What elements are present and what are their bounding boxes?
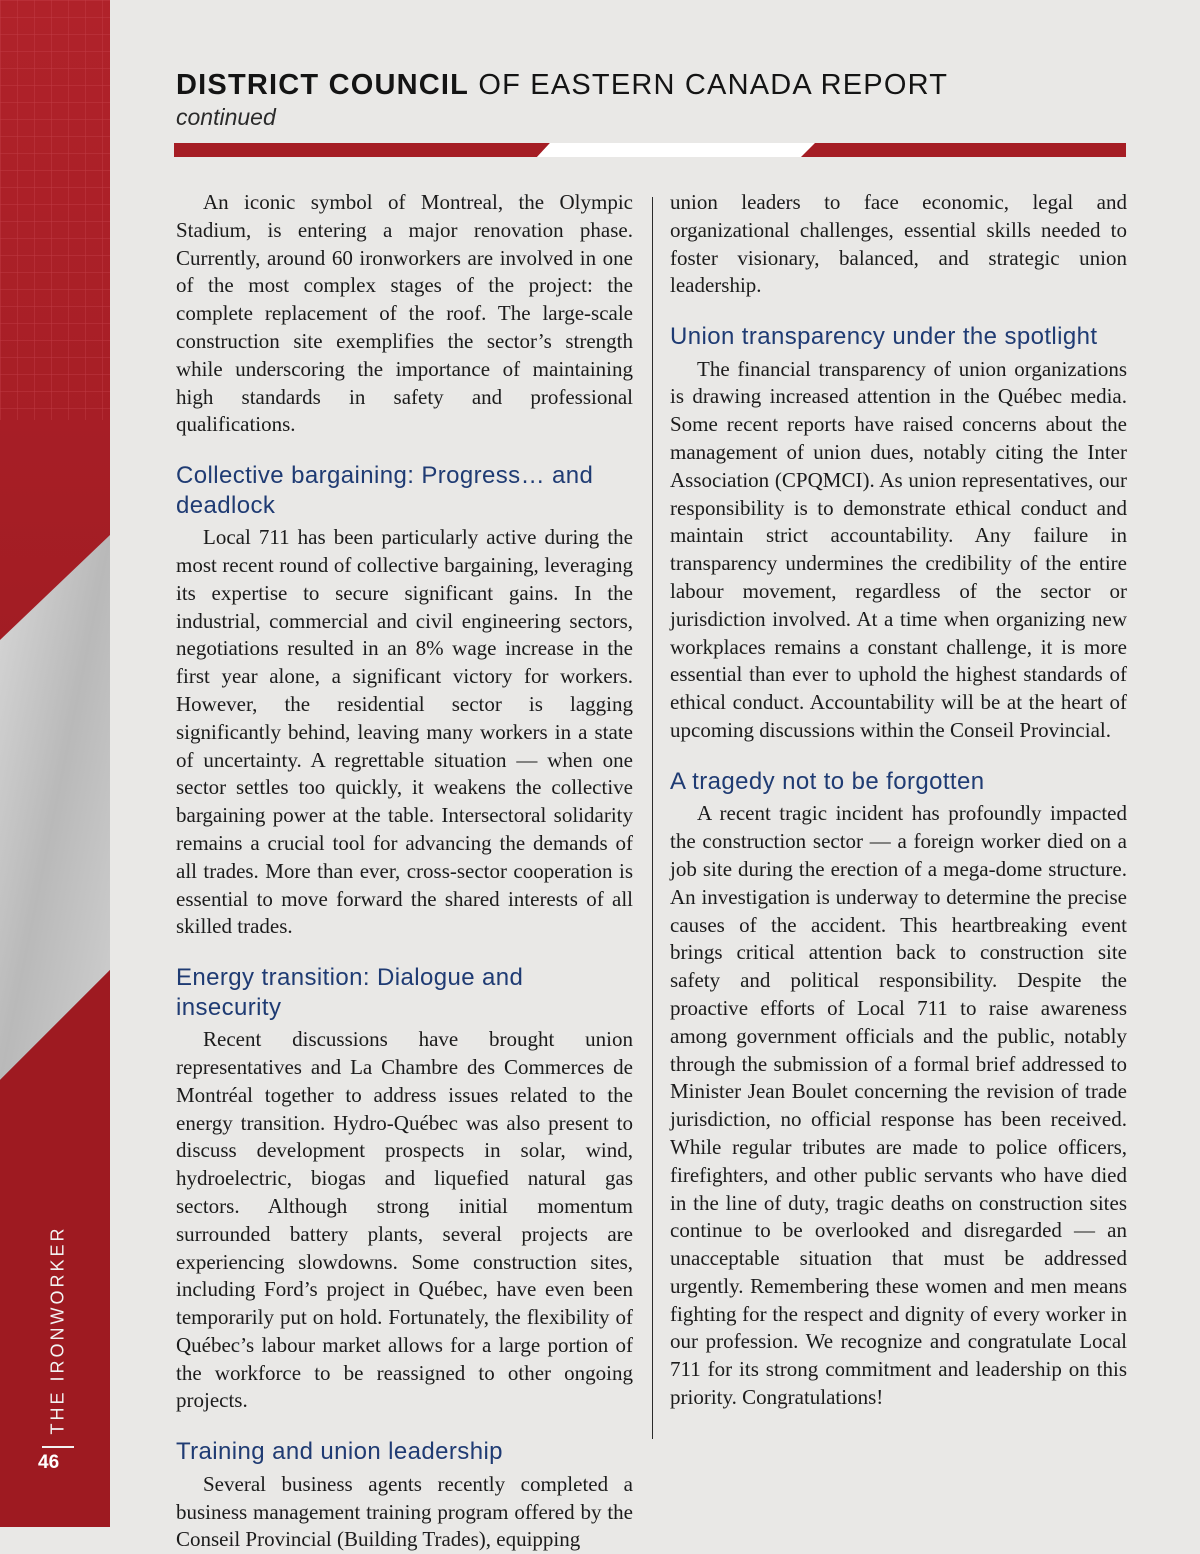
page-number-rule — [42, 1446, 74, 1448]
section-body-energy-transition: Recent discussions have brought union representatives and La Chambre des Commerces de Montréal together to address issues related to the energy transition. Hydro-Québec was also present to discuss development prospects in solar, wind, hydroelectric, biogas and liquefied natural gas sectors. Although strong initial momentum surrounded battery plants, several projects are experiencing slowdowns. Some construction sites, including Ford’s project in Québec, have even been temporarily put on hold. Fortunately, the flexibility of Québec’s labour market allows for a large portion of the workforce to be reassigned to other ongoing projects. — [176, 1027, 633, 1413]
page-subtitle: continued — [176, 104, 276, 130]
intro-paragraph: An iconic symbol of Montreal, the Olympic Stadium, is entering a major renovation phase. Currently, around 60 ironworkers are involved in one of the most complex stages of the project: the complete replacement of the roof. The large-scale construction site exemplifies the sector’s strength while underscoring the importance of maintaining high standards in safety and professional qualifications. — [176, 190, 633, 437]
section-heading-energy-transition: Energy transition: Dialogue and insecurity — [176, 964, 524, 1021]
section-body-training-part1: Several business agents recently completed a business management training program offered by the Conseil Provincial (Building Trades), equipping — [176, 1471, 633, 1552]
sidebar-grid-pattern — [0, 0, 110, 420]
article-column-right — [670, 189, 1127, 1412]
section-body-union-transparency: The financial transparency of union organizations is drawing increased attention in the Québec media. Some recent reports have raised concerns about the management of union dues, notably citing the Inter Association (CPQMCI). As union representatives, our responsibility is to demonstrate ethical conduct and maintain strict accountability. Any failure in transparency undermines the credibility of the entire labour movement, regardless of the sector or jurisdiction involved. At a time when organizing new workplaces remains a constant challenge, it is more essential than ever to uphold the highest standards of ethical conduct. Accountability will be at the heart of upcoming discussions within the Conseil Provincial. — [670, 356, 1127, 743]
section-heading-training: Training and union leadership — [176, 1438, 503, 1466]
header-bar-white-middle — [537, 143, 815, 157]
header-bar-red-right — [801, 143, 1126, 157]
page-header — [176, 66, 1126, 131]
title-bold-part: DISTRICT COUNCIL — [176, 69, 470, 101]
publication-name: THE IRONWORKER — [47, 1225, 68, 1435]
section-heading-collective-bargaining: Collective bargaining: Progress… and deadlock — [176, 462, 594, 519]
article-column-left — [176, 189, 633, 1554]
page-number: 46 — [38, 1452, 60, 1473]
page-title — [176, 66, 1126, 104]
sidebar-decoration — [0, 0, 110, 1527]
header-decorative-bar — [174, 141, 1126, 158]
section-heading-tragedy: A tragedy not to be forgotten — [670, 767, 985, 795]
section-body-collective-bargaining: Local 711 has been particularly active during the most recent round of collective bargaining, leveraging its expertise to secure significant gains. In the industrial, commercial and civil engineering sectors, negotiations resulted in an 8% wage increase in the first year alone, a significant victory for workers. However, the residential sector is lagging significantly behind, leaving many workers in a state of uncertainty. A regrettable situation — when one sector settles too quickly, it weakens the collective bargaining power at the table. Intersectoral solidarity remains a crucial tool for advancing the demands of all trades. More than ever, cross-sector cooperation is essential to move forward the shared interests of all skilled trades. — [176, 525, 633, 939]
section-body-training-part2: union leaders to face economic, legal and organizational challenges, essential skills needed to foster visionary, balanced, and strategic union leadership. — [670, 190, 1127, 298]
header-bar-red-left — [174, 143, 550, 157]
title-regular-part: OF EASTERN CANADA REPORT — [478, 69, 949, 101]
section-body-tragedy: A recent tragic incident has profoundly impacted the construction sector — a foreign worker died on a job site during the erection of a mega-dome structure. An investigation is underway to determine the precise causes of the accident. This heartbreaking event brings critical attention back to construction site safety and political responsibility. Despite the proactive efforts of Local 711 to raise awareness among government officials and the public, notably through the submission of a formal brief addressed to Minister Jean Boulet concerning the revision of trade jurisdiction, no official response has been received. While regular tributes are made to police officers, firefighters, and other public servants who have died in the line of duty, tragic deaths on construction sites continue to be overlooked and disregarded — an unacceptable situation that must be addressed urgently. Remembering these women and men means fighting for the respect and dignity of every worker in our profession. We recognize and congratulate Local 711 for its strong commitment and leadership on this priority. Congratulations! — [670, 801, 1127, 1410]
section-heading-union-transparency: Union transparency under the spotlight — [670, 323, 1098, 351]
column-divider — [652, 197, 653, 1439]
